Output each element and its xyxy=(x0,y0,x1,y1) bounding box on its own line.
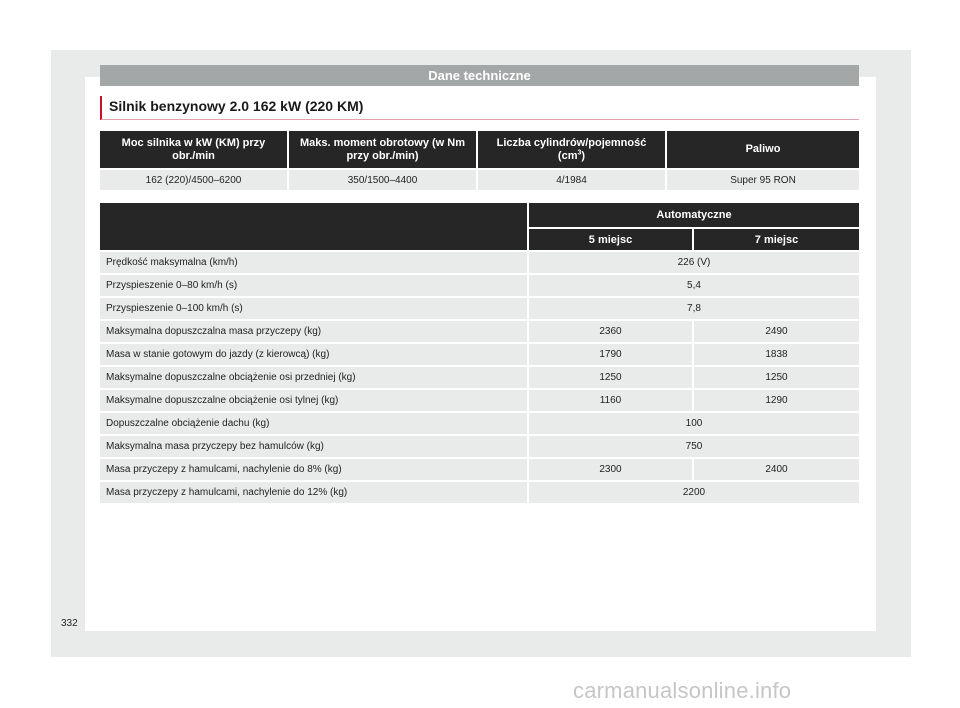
value-power: 162 (220)/4500–6200 xyxy=(100,170,287,190)
table-row xyxy=(100,275,859,296)
header-fuel: Paliwo xyxy=(667,131,859,168)
row-label: Maksymalna masa przyczepy bez hamulców (kg) xyxy=(100,436,527,457)
row-value-5-seats: 1250 xyxy=(529,367,692,388)
spec-header-blank xyxy=(100,203,527,250)
watermark: carmanualsonline.info xyxy=(573,678,792,703)
header-cylinders-unit-open: (cm xyxy=(557,149,578,162)
table-row xyxy=(100,413,859,434)
value-cylinders: 4/1984 xyxy=(478,170,665,190)
table-row xyxy=(100,390,859,411)
row-value: 2200 xyxy=(529,482,859,503)
row-value: 100 xyxy=(529,413,859,434)
header-cylinders-label: Liczba cylindrów/pojemność xyxy=(496,136,647,149)
section-heading xyxy=(100,96,859,120)
row-value-7-seats: 1838 xyxy=(694,344,859,365)
table-row xyxy=(100,344,859,365)
section-title: Silnik benzynowy 2.0 162 kW (220 KM) xyxy=(109,98,364,114)
row-label: Masa w stanie gotowym do jazdy (z kierowcą) (kg) xyxy=(100,344,527,365)
header-power: Moc silnika w kW (KM) przy obr./min xyxy=(100,131,287,168)
spec-header-automatic: Automatyczne xyxy=(529,203,859,227)
value-torque: 350/1500–4400 xyxy=(289,170,476,190)
row-value-7-seats: 2400 xyxy=(694,459,859,480)
row-label: Maksymalne dopuszczalne obciążenie osi tylnej (kg) xyxy=(100,390,527,411)
table-row xyxy=(100,367,859,388)
header-cylinders xyxy=(478,131,665,168)
row-label: Maksymalne dopuszczalne obciążenie osi przedniej (kg) xyxy=(100,367,527,388)
page-number: 332 xyxy=(61,618,78,629)
row-value: 5,4 xyxy=(529,275,859,296)
spec-header-7-seats: 7 miejsc xyxy=(694,229,859,250)
row-value-5-seats: 2300 xyxy=(529,459,692,480)
table-row xyxy=(100,436,859,457)
table-row xyxy=(100,252,859,273)
row-label: Przyspieszenie 0–80 km/h (s) xyxy=(100,275,527,296)
table-row xyxy=(100,321,859,342)
row-value: 750 xyxy=(529,436,859,457)
row-value-7-seats: 2490 xyxy=(694,321,859,342)
row-label: Masa przyczepy z hamulcami, nachylenie do 8% (kg) xyxy=(100,459,527,480)
row-label: Przyspieszenie 0–100 km/h (s) xyxy=(100,298,527,319)
row-value: 226 (V) xyxy=(529,252,859,273)
header-cylinders-unit-sup: 3 xyxy=(577,148,582,156)
table-row xyxy=(100,482,859,503)
table-row xyxy=(100,298,859,319)
spec-table xyxy=(98,201,861,505)
row-value-5-seats: 1790 xyxy=(529,344,692,365)
engine-table xyxy=(98,129,861,192)
row-value: 7,8 xyxy=(529,298,859,319)
row-value-7-seats: 1290 xyxy=(694,390,859,411)
table-row xyxy=(100,459,859,480)
row-label: Maksymalna dopuszczalna masa przyczepy (kg) xyxy=(100,321,527,342)
row-value-5-seats: 1160 xyxy=(529,390,692,411)
value-fuel: Super 95 RON xyxy=(667,170,859,190)
row-label: Dopuszczalne obciążenie dachu (kg) xyxy=(100,413,527,434)
row-value-5-seats: 2360 xyxy=(529,321,692,342)
spec-header-5-seats: 5 miejsc xyxy=(529,229,692,250)
chapter-header: Dane techniczne xyxy=(100,65,859,86)
row-label: Masa przyczepy z hamulcami, nachylenie do 12% (kg) xyxy=(100,482,527,503)
row-label: Prędkość maksymalna (km/h) xyxy=(100,252,527,273)
row-value-7-seats: 1250 xyxy=(694,367,859,388)
header-torque: Maks. moment obrotowy (w Nm przy obr./min) xyxy=(289,131,476,168)
header-cylinders-unit-close: ) xyxy=(581,149,586,162)
